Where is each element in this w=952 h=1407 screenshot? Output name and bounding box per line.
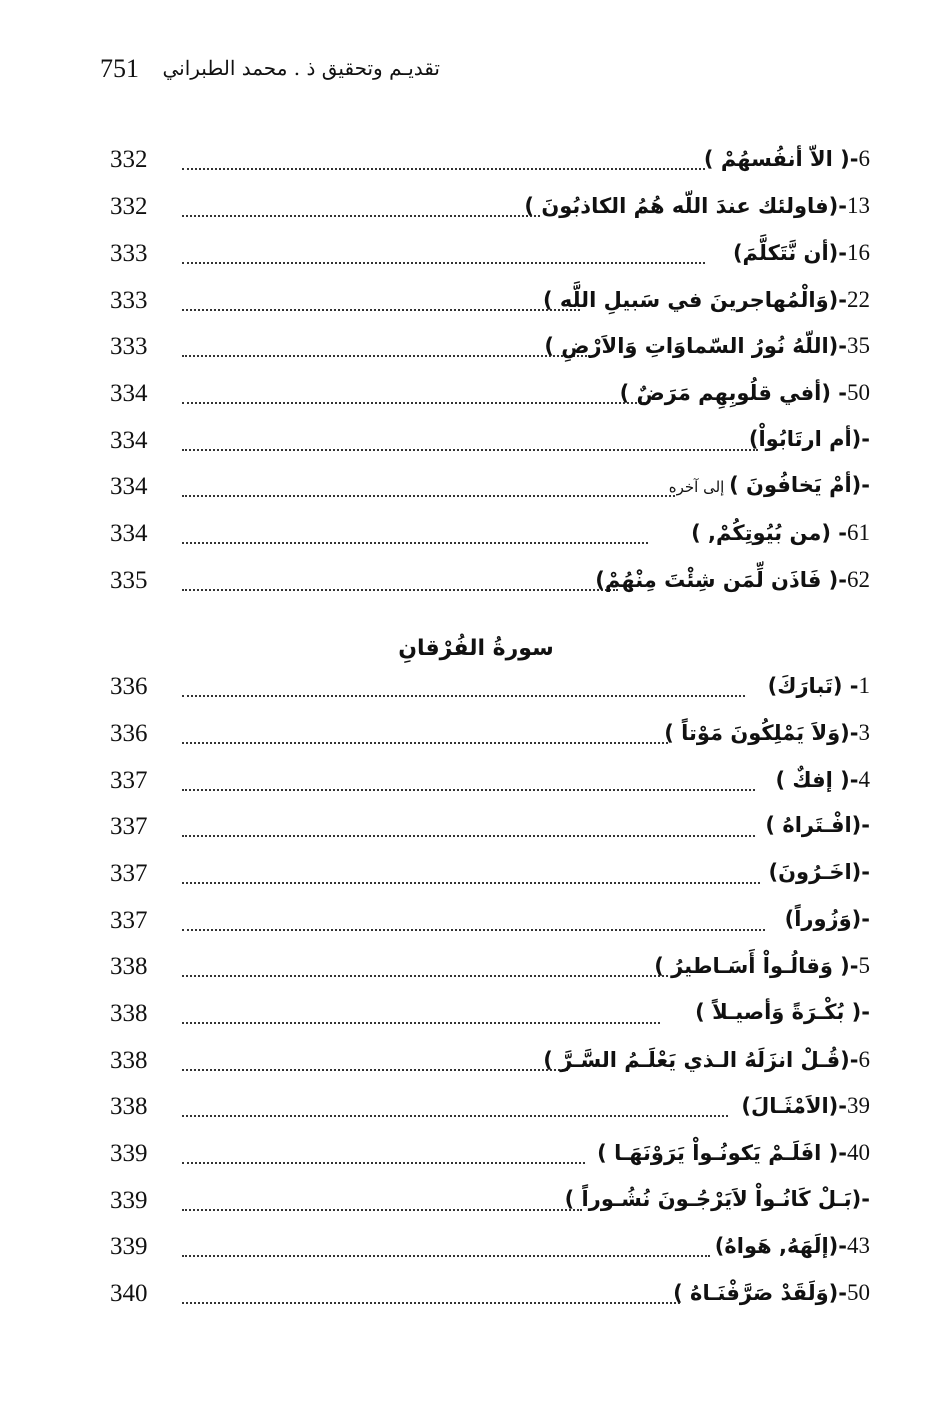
dot-leader — [182, 589, 618, 591]
toc-entry — [110, 907, 870, 953]
toc-page-number: 338 — [110, 1093, 148, 1120]
verse-number: 50 — [847, 380, 870, 405]
dot-leader — [182, 542, 648, 544]
toc-entry — [110, 1187, 870, 1233]
toc-page-number: 335 — [110, 567, 148, 594]
dot-leader — [182, 1162, 585, 1164]
toc-entry — [110, 333, 870, 379]
toc-entry-text — [695, 1000, 870, 1024]
toc-entry-text — [620, 380, 870, 406]
dot-leader — [182, 975, 668, 977]
toc-entry — [110, 1093, 870, 1139]
verse-excerpt: -(اخَـرُونَ) — [768, 860, 870, 884]
toc-entry-text — [715, 1233, 870, 1259]
toc-entry-text — [669, 473, 870, 497]
toc-entry — [110, 767, 870, 813]
verse-excerpt: -(أن نَّتَكلَّمَ) — [732, 241, 847, 265]
verse-excerpt: -( فَاذَن لِّمَن شِئْتَ مِنْهُمْ) — [595, 568, 847, 592]
verse-number: 1 — [858, 673, 870, 698]
toc-entry-text — [733, 240, 870, 266]
verse-excerpt: -(وَلاَ يَمْلِكُونَ مَوْتاً ) — [664, 721, 859, 745]
verse-excerpt: -(قُـلْ انزَلَهُ الـذي يَعْلَـمُ السَّـرَّ ) — [543, 1048, 859, 1072]
toc-entry-text — [544, 333, 870, 359]
toc-entry-text — [775, 767, 870, 793]
verse-number: 6 — [858, 1047, 870, 1072]
page-header — [100, 50, 440, 100]
toc-entry — [110, 146, 870, 192]
verse-excerpt: -(وَالْمُهاجرينَ في سَبيلِ اللَّه ) — [542, 288, 847, 312]
dot-leader — [182, 1069, 568, 1071]
toc-page-number: 339 — [110, 1233, 148, 1260]
toc-entry-text — [691, 520, 870, 546]
toc-page-number: 334 — [110, 520, 148, 547]
toc-entry-text — [543, 1047, 870, 1073]
verse-number: 35 — [847, 333, 870, 358]
verse-number: 3 — [858, 720, 870, 745]
verse-number: 61 — [847, 520, 870, 545]
toc-page-number: 332 — [110, 193, 148, 220]
toc-page-number: 334 — [110, 473, 148, 500]
verse-excerpt: -(وَزُوراً) — [784, 907, 870, 931]
verse-number: 16 — [847, 240, 870, 265]
dot-leader — [182, 355, 590, 357]
toc-entry-text — [524, 193, 870, 219]
toc-entry-text — [654, 953, 870, 979]
verse-excerpt: -(إلَهَهُ, هَواهُ) — [714, 1234, 847, 1258]
dot-leader — [182, 1255, 710, 1257]
book-credit: تقديـم وتحقيق ذ . محمد الطبراني — [162, 56, 440, 80]
verse-excerpt: -(أمْ يَخافُونَ ) — [729, 473, 870, 497]
verse-excerpt: -( بُكْـرَةً وَأصيـلاً ) — [695, 1000, 870, 1024]
toc-page-number: 338 — [110, 1047, 148, 1074]
toc-page-number: 339 — [110, 1140, 148, 1167]
verse-excerpt: - (أفي قلُوبِهِم مَرَضٌ ) — [619, 381, 847, 405]
toc-page-number: 336 — [110, 673, 148, 700]
toc-page-number: 336 — [110, 720, 148, 747]
dot-leader — [182, 402, 645, 404]
toc-page-number: 337 — [110, 860, 148, 887]
toc-entry-text — [565, 1187, 870, 1211]
toc-entry — [110, 193, 870, 239]
dot-leader — [182, 1209, 582, 1211]
toc-entry — [110, 473, 870, 519]
dot-leader — [182, 168, 705, 170]
verse-number: 4 — [858, 767, 870, 792]
verse-number: 22 — [847, 287, 870, 312]
verse-excerpt: -(اللّهُ نُورُ السّماوَاتِ وَالاَرْضِ ) — [544, 334, 847, 358]
entry-note: إلى آخره — [668, 478, 730, 496]
toc-entry-text — [765, 813, 870, 837]
toc-entry — [110, 860, 870, 906]
verse-excerpt: -(أم ارتَابُواْ) — [748, 427, 870, 451]
toc-entry — [110, 427, 870, 473]
toc-entry-text — [741, 1093, 870, 1119]
verse-number: 13 — [847, 193, 870, 218]
verse-excerpt: -(افْـتَراهُ ) — [765, 813, 870, 837]
dot-leader — [182, 1022, 660, 1024]
toc-page-number: 340 — [110, 1280, 148, 1307]
dot-leader — [182, 1302, 680, 1304]
dot-leader — [182, 695, 745, 697]
toc-page-number: 338 — [110, 953, 148, 980]
toc-page-number: 333 — [110, 240, 148, 267]
toc-entry — [110, 673, 870, 719]
verse-excerpt: - (من بُيُوتِكُمْ, ) — [691, 521, 847, 545]
toc-page-number: 332 — [110, 146, 148, 173]
dot-leader — [182, 742, 668, 744]
toc-entry-text — [595, 567, 870, 593]
dot-leader — [182, 309, 580, 311]
page-number: 751 — [100, 54, 139, 83]
verse-number: 6 — [858, 146, 870, 171]
toc-entry-text — [785, 907, 870, 931]
verse-excerpt: -(فاولئك عندَ اللّه هُمُ الكاذبُونَ ) — [524, 194, 847, 218]
verse-excerpt: -(بَـلْ كَانُـواْ لاَيَرْجُـونَ نُشُـوراً ) — [564, 1187, 870, 1211]
dot-leader — [182, 262, 705, 264]
toc-entry-text — [543, 287, 870, 313]
toc-entry — [110, 567, 870, 613]
toc-entry — [110, 520, 870, 566]
verse-excerpt: -(الاَمْثَـالَ) — [741, 1094, 847, 1118]
verse-excerpt: -( افَلَـمْ يَكونُـواْ يَرَوْنَهَـا ) — [597, 1141, 847, 1165]
toc-entry-text — [769, 860, 870, 884]
toc-page-number: 333 — [110, 287, 148, 314]
toc-entry-text — [597, 1140, 870, 1166]
toc-entry — [110, 1140, 870, 1186]
toc-page-number: 337 — [110, 907, 148, 934]
toc-page-number: 333 — [110, 333, 148, 360]
verse-excerpt: -(وَلَقَدْ صَرَّفْنَـاهُ ) — [673, 1281, 847, 1305]
dot-leader — [182, 215, 540, 217]
verse-number: 43 — [847, 1233, 870, 1258]
toc-entry-text — [664, 720, 870, 746]
toc-page-number: 334 — [110, 427, 148, 454]
toc-entry — [110, 1233, 870, 1279]
toc-entry — [110, 813, 870, 859]
dot-leader — [182, 789, 755, 791]
toc-page-number: 339 — [110, 1187, 148, 1214]
toc-entry — [110, 380, 870, 426]
dot-leader — [182, 835, 755, 837]
toc-entry — [110, 1047, 870, 1093]
toc-page-number: 334 — [110, 380, 148, 407]
verse-number: 50 — [847, 1280, 870, 1305]
verse-number: 5 — [858, 953, 870, 978]
verse-excerpt: -( الاّ أنفُسهُمْ ) — [703, 147, 859, 171]
toc-page-number: 337 — [110, 767, 148, 794]
dot-leader — [182, 495, 675, 497]
dot-leader — [182, 1115, 728, 1117]
verse-number: 39 — [847, 1093, 870, 1118]
toc-entry-text — [768, 673, 870, 699]
toc-entry — [110, 287, 870, 333]
verse-excerpt: -( إفكٌ ) — [775, 768, 859, 792]
toc-entry — [110, 240, 870, 286]
toc-entry — [110, 1280, 870, 1326]
toc-entry — [110, 720, 870, 766]
verse-number: 40 — [847, 1140, 870, 1165]
verse-number: 62 — [847, 567, 870, 592]
section-title: سورةُ الفُرْقانِ — [398, 636, 554, 661]
toc-entry-text — [704, 146, 870, 172]
dot-leader — [182, 449, 758, 451]
toc-page-number: 338 — [110, 1000, 148, 1027]
toc-entry-text — [749, 427, 870, 451]
toc-entry-text — [673, 1280, 870, 1306]
verse-excerpt: -( وَقالُـواْ أَسَـاطيرُ ) — [654, 954, 859, 978]
toc-entry — [110, 953, 870, 999]
toc-entry — [110, 1000, 870, 1046]
verse-excerpt: - (تَبارَكَ) — [767, 674, 859, 698]
dot-leader — [182, 882, 760, 884]
toc-page-number: 337 — [110, 813, 148, 840]
dot-leader — [182, 929, 765, 931]
